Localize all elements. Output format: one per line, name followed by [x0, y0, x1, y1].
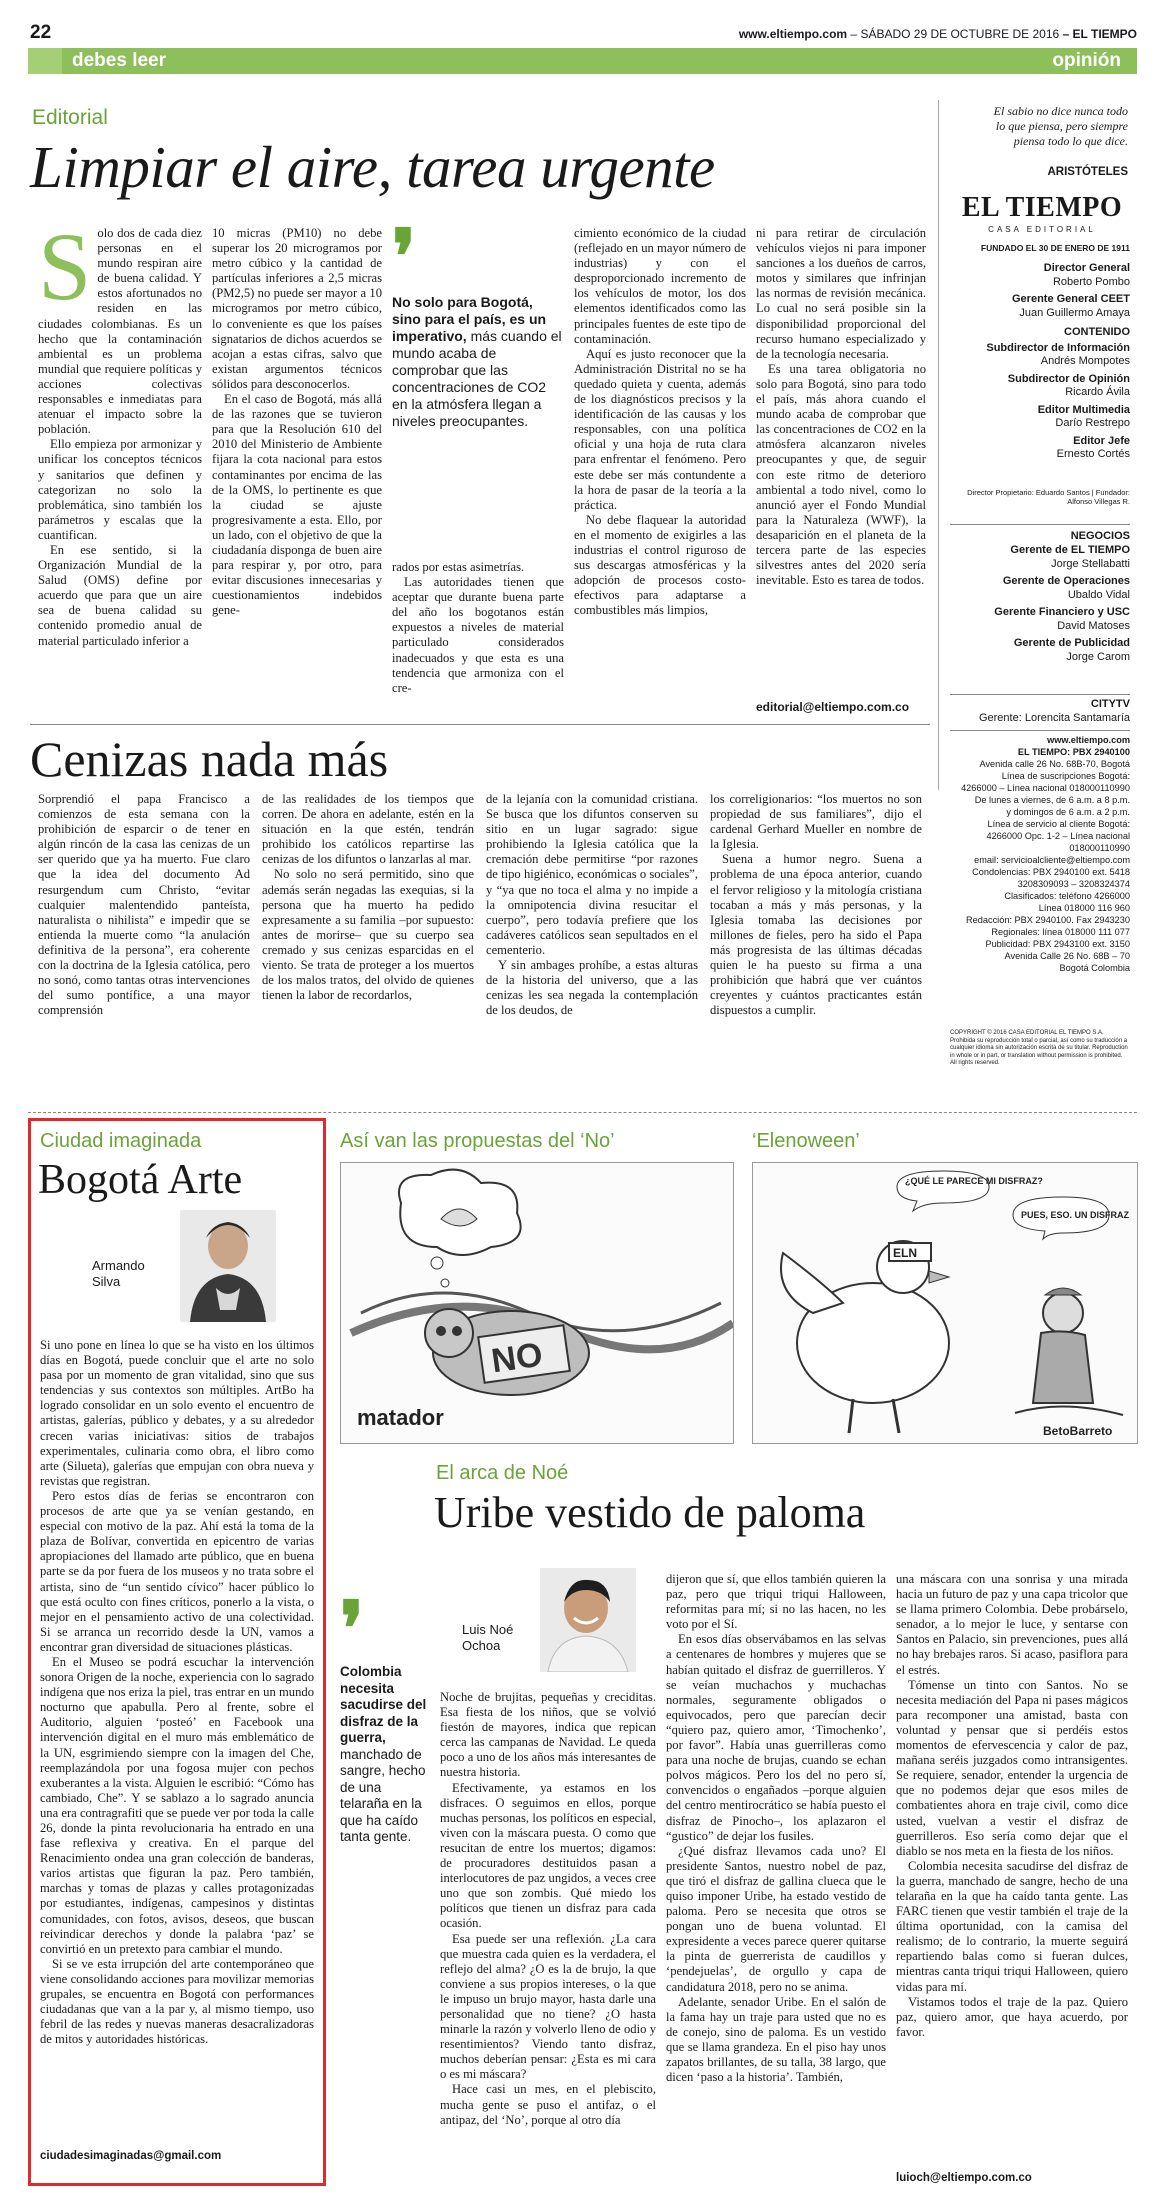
header-paper: EL TIEMPO [1072, 27, 1137, 41]
masthead-quote-author: ARISTÓTELES [1047, 166, 1128, 178]
editorial-pull-quote [392, 217, 564, 430]
section-tab-left: debes leer [72, 50, 166, 71]
masthead-owners: Director Propietario: Eduardo Santos | Fundador: Alfonso Villegas R. [967, 488, 1130, 506]
business-role-0: Gerente de EL TIEMPO [1010, 544, 1130, 556]
editorial-col-1-text: olo dos de cada diez personas en el mundo respiran aire de buena calidad. Y estos afortunados no residen en las ciudades colombianas. Es un hecho que la contaminación ambiental es un problema mundial que requiere políticas y acciones colectivas responsables e inmediatas para atenuar el impacto sobre la población. Ello empieza por armonizar y unificar los conceptos técnicos y sanitarios que definen y categorizan no solo la problemática, sino también los parámetros y escalas que la cuantifican. En ese sentido, si la Organización Mundial de la Salud (OMS) define por acuerdo que para que un aire sea de buena calidad su contenido promedio anual de material particulado inferior a [38, 226, 202, 648]
bogota-author-photo [180, 1210, 276, 1322]
uribe-author: Luis Noé Ochoa [462, 1622, 514, 1653]
editorial-col-4 [574, 226, 746, 718]
contact-line-1: EL TIEMPO: PBX 2940100 [1017, 747, 1130, 757]
uribe-pull-bold: Colombia necesita sacudirse del disfraz de la guerra, [340, 1664, 427, 1745]
editorial-col-2 [212, 226, 382, 718]
staff-name-0: Roberto Pombo [1052, 275, 1130, 288]
staff-role-1: Gerente General CEET [1012, 293, 1130, 305]
editorial-col-5 [756, 226, 926, 694]
cenizas-col-3 [486, 792, 698, 1102]
masthead-copyright: COPYRIGHT © 2016 CASA EDITORIAL EL TIEMPO S.A. Prohibida su reproducción total o parcial, así como su traducción a cualquier idioma sin autorización escrita de su titular. Reproduction in whole or in part, or translation without permission is prohibited. All rights reserved. [950, 1030, 1128, 1066]
contact-line-3: Línea de suscripciones Bogotá: [1001, 771, 1130, 781]
header-dateline: www.eltiempo.com – SÁBADO 29 DE OCTUBRE DE 2016 – EL TIEMPO [738, 27, 1137, 41]
cenizas-col-2 [262, 792, 474, 1102]
cartoon2-artist: BetoBarreto [1043, 1424, 1113, 1438]
contact-line-0: www.eltiempo.com [1047, 735, 1130, 745]
dove-cartoon-icon [753, 1163, 1137, 1443]
uribe-pull-quote [340, 1589, 428, 1846]
cartoon1-title: Así van las propuestas del ‘No’ [340, 1130, 615, 1152]
uribe-kicker: El arca de Noé [436, 1462, 569, 1484]
sloth-cartoon-icon [341, 1163, 733, 1443]
staff-role-3: Subdirector de Información [986, 341, 1130, 354]
contact-line-17: Avenida Calle 26 No. 68B – 70 [1004, 951, 1130, 961]
editorial-col-2-text: 10 micras (PM10) no debe superar los 20 microgramos por metro cúbico y la cantidad de partículas inferiores a 2,5 micras (PM2,5) no puede ser mayor a 10 microgramos por metro cúbico, lo conveniente es que los países signatarios de dichos acuerdos se acojan a estas cifras, salvo que existan argumentos técnicos sólidos para desconocerlos. En el caso de Bogotá, más allá de las razones que se tuvieron para que la Resolución 610 del 2010 del Ministerio de Ambiente fijara la cota nacional para estos contaminantes por encima de las de la OMS, lo pertinente es que la ciudad se ajuste progresivamente a esta. Ello, por un lado, con el objetivo de que la ciudadanía disponga de buen aire para respirar y, por otro, para evitar discusiones innecesarias y cuestionamientos indebidos gene- [212, 226, 382, 618]
uribe-author-photo [540, 1568, 636, 1672]
masthead-citytv-title: CITYTV [1090, 698, 1130, 710]
uribe-col-3-text: una máscara con una sonrisa y una mirada hacia un futuro de paz y una capa tricolor que se llama primero Colombia. Debe probárselo, senador, a lo mejor le luce, y sentarse con Santos en Palacio, sin prevenciones, pues allá no hay brebajes raros. Si acaso, pasiflora para el estrés. Tómense un tinto con Santos. No se necesita mediación del Papa ni pases mágicos para recomponer una amistad, basta con voluntad y pensar que si perdéis estos momentos de efervescencia y calor de paz, mañana seréis juzgados como intransigentes. Se requiere, senador, entender la urgencia de que no podemos dejar que esos miles de combatientes ahora en traje civil, como dice usted, vuelvan a vestir el disfraz de guerrilleros. Eso sería como dejar que el diablo se nos meta en la fiesta de los niños. Colombia necesita sacudirse del disfraz de la guerra, manchado de sangre, hecho de una telaraña en la que ha caído tanta gente. Las FARC tienen que vestir también el traje de la última oportunidad, con la camisa del realismo; de lo contrario, la muerte seguirá repartiendo balas como si fueran dulces, mientras canta triqui triqui Halloween, quiero vidas para mí. Vistamos todos el traje de la paz. Quiero paz, quiero amor, que haya acuerdo, por favor. [896, 1572, 1128, 2039]
staff-role-4: Subdirector de Opinión [1007, 372, 1130, 385]
cenizas-col-4-text: los correligionarios: “los muertos no son propiedad de sus familiares”, dijo el cardenal Gerhard Mueller en nombre de la Iglesia. Suena a humor negro. Suena a problema de una época anterior, cuando el fervor religioso y la mitología cristiana tocaban a más y más personas, y la Iglesia tomaba las decisiones por millones de fieles, pero ha sido el Papa más progresista de las últimas décadas quien le ha puesto su firma a una prohibición que habrá que ver cuántos creyentes y cuántos practicantes están dispuestos a cumplir. [710, 792, 922, 1018]
editorial-col-1 [38, 226, 202, 718]
header-band [28, 48, 1137, 74]
cartoon2-bubble1: ¿QUÉ LE PARECE MI DISFRAZ? [905, 1176, 1043, 1186]
editorial-pull-rest: más cuando el mundo acaba de comprobar que las concentraciones de CO2 en la atmósfera llegan a niveles preocupantes. [392, 328, 562, 429]
contact-line-13: Línea 018000 116 960 [1038, 903, 1130, 913]
staff-name-5: Darío Restrepo [1055, 417, 1130, 429]
contact-line-4: 4266000 – Línea nacional 018000110990 [961, 783, 1130, 793]
editorial-email[interactable]: editorial@eltiempo.com.co [756, 700, 910, 714]
cenizas-col-4 [710, 792, 922, 1102]
header-band-notch [28, 48, 62, 74]
masthead-staff [950, 262, 1130, 466]
masthead-quote: El sabio no dice nunca todo lo que piensa, pero siempre piensa todo lo que dice. [993, 104, 1128, 148]
bogota-author: Armando Silva [92, 1258, 145, 1289]
section-tab-right: opinión [1052, 50, 1121, 71]
staff-role-5: Editor Multimedia [1037, 403, 1130, 416]
uribe-col-3 [896, 1572, 1128, 2168]
cartoon2-title: ‘Elenoween’ [752, 1130, 860, 1152]
cenizas-col-3-text: de la lejanía con la comunidad cristiana. Se busca que los difuntos conserven su sitio en un lugar sagrado: sigue prohibiendo la Iglesia católica que la cremación debe permitirse “por razones de tipo higiénico, económicas o sociales”, y “ya que no toca el alma y no impide a la omnipotencia divina resucitar el cuerpo”, pero todavía prefiere que los cadáveres católicos sean sepultados en el cementerio. Y sin ambages prohíbe, a estas alturas de la historia del universo, que a las cenizas les sea negada la contemplación de los deudos, de [486, 792, 698, 1018]
cartoon2-bubble2: PUES, ESO. UN DISFRAZ [1021, 1210, 1130, 1220]
header-date: SÁBADO 29 DE OCTUBRE DE 2016 [860, 27, 1060, 41]
cartoon2-badge: ELN [893, 1246, 917, 1260]
cartoon1-sign: NO [489, 1335, 545, 1381]
editorial-col-3 [392, 560, 564, 718]
masthead-citytv: Gerente: Lorencita Santamaría [978, 712, 1130, 724]
bogota-title: Bogotá Arte [38, 1157, 243, 1203]
business-name-3: Jorge Carom [1066, 650, 1130, 663]
cartoon1-artist: matador [357, 1405, 444, 1430]
editorial-title: Limpiar el aire, tarea urgente [30, 134, 715, 200]
contact-line-11: 3208309093 – 3208324374 [1017, 879, 1130, 889]
business-role-2: Gerente Financiero y USC [994, 606, 1130, 618]
bogota-body-text: Si uno pone en línea lo que se ha visto en los últimos días en Bogotá, puede concluir que el arte no solo pasa por un momento de gran vitalidad, sino que sus tendencias y sus contextos son múltiples. ArtBo ha logrado consolidar en un solo evento el encuentro de artistas, galerías, público y debates, y a su alrededor crecen varias iniciativas: sitios de trabajos experimentales, culinaria como obra, el libro como arte (Silueta), galerías que empujan con obra nueva y revistas que registran. Pero estos días de ferias se encontraron con procesos de arte que ya se venían gestando, en especial con motivo de la paz. Ahí está la toma de la plaza de Bolívar, convertida en epicentro de varias apropiaciones del llamado arte público, que en buena parte se da por fuera de los museos y no trata sobre el artista, sino de “un sentido cívico” hacer público lo que está oculto con fines críticos, ponerlo a la vista, o mejor en el pensamiento activo de una colectividad. Si se arranca un recorrido desde la UN, vamos a encontrar gran diversidad de situaciones plásticas. En el Museo se podrá escuchar la intervención sonora Origen de la noche, experiencia con lo sagrado indígena que nos eriza la piel, tras entrar en un mundo nocturno que apabulla. Pero al frente, sobre el Auditorio, alguien ‘posteó’ en Facebook una intervención digital en el muro más emblemático de la UN, esgrimiendo siempre con la imagen del Che, reemplazándola por una fogosa mujer con pechos exuberantes a la vista. Alguien le escribió: “Cómo has cambiado, Che”. Y se sablazo a lo sagrado anuncia una era contragrafiti que se puede ver por toda la calle 26, donde la pinta revolucionaria ha entrado en una fase reflexiva y creativa. En el parque del Renacimiento ondea una gran colección de banderas, varios artistas que figuran la paz. Pero también, marchas y tomas de plazas y calles protagonizadas por estudiantes, indígenas, campesinos y distintas comunidades, con fotos, avisos, deseos, que buscan reivindicar derechos y donde la palabra ‘paz’ se convirtió en un pretexto para cambiar el mundo. Si se ve esta irrupción del arte contemporáneo que viene consolidando acciones para movilizar memorias grupales, se encuentra en Bogotá con performances ciudadanas que van a la par y, al mismo tiempo, uso febril de las redes y nuevas maneras desacralizadoras de mitos y autoridades históricas. [40, 1338, 314, 2047]
bogota-kicker: Ciudad imaginada [40, 1130, 202, 1152]
cenizas-col-2-text: de las realidades de los tiempos que corren. De ahora en adelante, estén en la situación en la que estén, tendrán prohibido los católicos repartirse las cenizas de los difuntos o lanzarlas al mar. No solo no será permitido, sino que además serán negadas las exequias, si la persona que ha muerto ha pedido expresamente a su familia –por supuesto: antes de morirse– que su cuerpo sea cremado y sus cenizas esparcidas en el viento. Se trata de proteger a los muertos de los malos tratos, del olvido de quienes tienen la labor de recordarlos, [262, 792, 474, 1003]
editorial-col-5-text: ni para retirar de circulación vehículos viejos ni para imponer sanciones a los dueños de carros, motos y similares que infrinjan las normas de revisión mecánica. Lo cual no será posible sin la disponibilidad proporcional del recurso humano especializado y de la tecnología necesaria. Es una tarea obligatoria no solo para Bogotá, sino para todo el país, más ahora cuando el mundo acaba de comprobar que las concentraciones de CO2 en la atmósfera alcanzaron niveles preocupantes y que, de seguir con este ritmo de deterioro ambiental a todo nivel, como lo anunció ayer el Fondo Mundial para la Naturaleza (WWF), la desaparición en el planeta de la tercera parte de las especies silvestres antes del 2020 sería inevitable. Esto es tarea de todos. [756, 226, 926, 588]
editorial-col-3-text: rados por estas asimetrías. Las autoridades tienen que aceptar que durante buena parte del año los bogotanos están expuestos a niveles de material particulado considerados inadecuados y que esta es una tendencia que armoniza con el cre- [392, 560, 564, 695]
section-divider [28, 1112, 1137, 1113]
staff-name-4: Ricardo Ávila [1065, 386, 1130, 398]
masthead-logo: EL TIEMPO [961, 192, 1123, 223]
staff-role-6: Editor Jefe [1073, 434, 1130, 447]
uribe-pull-rest: manchado de sangre, hecho de una telaraña en la que ha caído tanta gente. [340, 1746, 426, 1844]
staff-name-1: Juan Guillermo Amaya [1019, 306, 1130, 319]
uribe-col-2 [666, 1572, 886, 2186]
page-number: 22 [30, 22, 52, 43]
business-name-2: David Matoses [1057, 619, 1130, 632]
uribe-col-1-text: Noche de brujitas, pequeñas y creciditas. Esa fiesta de los niños, que se volvió fiestón de mayores, indica que repican cerca las campanas de Navidad. Le queda poco a uno de los años más interesantes de nuestra historia. Efectivamente, ya estamos en los disfraces. O seguimos en ellos, porque muchas personas, los políticos en especial, viven con la máscara puesta. O como que resucitan de entre los muertos; digamos: de procuradores destituidos pasan a interlocutores de paz ungidos, a veces cree uno que son zombis. Qué miedo los políticos que tienen un disfraz para cada ocasión. Esa puede ser una reflexión. ¿La cara que muestra cada quien es la verdadera, el reflejo del alma? ¿O es la de brujo, la que conviene a sus propios intereses, o la que le impuso un brujo mayor, hasta darle una personalidad que no tiene? ¿O hasta minarle la razón y volverlo lleno de odio y resentimientos? Viendo tanto disfraz, muchos deberían pensar: ¿Esta es mi cara o es mi máscara? Hace casi un mes, en el plebiscito, mucha gente se puso el antifaz, o el antipaz, del ‘No’, porque al otro día [440, 1690, 656, 2127]
uribe-col-1 [440, 1690, 656, 2186]
contact-line-9: email: servicioalcliente@eltiempo.com [974, 855, 1130, 865]
header-site[interactable]: www.eltiempo.com [738, 27, 848, 41]
masthead-logo-sub: CASA EDITORIAL [988, 225, 1096, 234]
editorial-pull-bold: No solo para Bogotá, sino para el país, es un imperativo, [392, 294, 547, 344]
cenizas-col-1-text: Sorprendió el papa Francisco a comienzos de esta semana con la prohibición de esparcir o de tener en algún rincón de la casa las cenizas de un ser querido que ya ha muerto. Fue claro que la idea del documento Ad resurgendum cum Christo, “evitar cualquier malentendido panteísta, naturalista o nihilista” e impedir que se entienda la muerte como “la anulación definitiva de la persona”, era coherente con la doctrina de la Iglesia católica, pero no sonó, como tantas otras intervenciones del sumo pontífice, a una mayor comprensión [38, 792, 250, 1018]
cenizas-title: Cenizas nada más [30, 731, 389, 787]
masthead-business [950, 544, 1130, 668]
editorial-kicker: Editorial [32, 106, 108, 129]
editorial-dropcap: S [38, 226, 92, 320]
editorial-col-4-text: cimiento económico de la ciudad (reflejado en un mayor número de industrias) y con el desproporcionado incremento de los vehículos de motor, los dos elementos identificados como las principales fuentes de este tipo de contaminación. Aquí es justo reconocer que la Administración Distrital no se ha quedado quieta y cuenta, además de los diagnósticos precisos y la identificación de las causas y los responsables, con una política oficial y una hoja de ruta clara para enfrentar el fenómeno. Pero este debe ser más contundente a la hora de pasar de la teoría a la práctica. No debe flaquear la autoridad en el momento de exigirles a las industrias el control riguroso de sus descargas atmosféricas y la adopción de procesos costo-efectivos para adaptarse a combustibles más limpios, [574, 226, 746, 618]
uribe-col-2-text: dijeron que sí, que ellos también quieren la paz, pero que triqui triqui Halloween, reformitas para mí; si no las hacen, no les voto por el Sí. En esos días observábamos en las selvas a centenares de hombres y mujeres que se habían quitado el disfraz de guerrilleros. Y se veían muchachos y muchachas normales, seguramente obligados o equivocados, pero que parecían decir “quiero paz, quiero amor, ‘Timochenko’, por favor”. Había unas guerrilleras como para una noche de brujas, cuando se echan polvos mágicos. Pero los del no pero sí, convencidos o engañados –porque alguien del centro mentirocrático se había puesto el disfraz de Pinocho–, los aplazaron el “gustico” de dejar los fusiles. ¿Qué disfraz llevamos cada uno? El presidente Santos, nuestro nobel de paz, que tiró el disfraz de gallina clueca que le quiso imponer Uribe, ha estado vestido de paloma. Pero se necesita que otros se pongan uno de buena voluntad. El expresidente a veces parece querer quitarse la pinta de guerrerista de caudillos y ‘pendejuelas’, de orgullo y capa de candidatura 2018, pero no se anima. Adelante, senador Uribe. En el salón de la fama hay un traje para usted que no es de conejo, sino de paloma. Es un vestido que se llama grandeza. En el piso hay unos zapatos brillantes, de su talla, 38 largo, que dicen ‘paso a la historia’. También, [666, 1572, 886, 2085]
masthead-contact [950, 734, 1130, 974]
bogota-body [40, 1338, 314, 2140]
bogota-email[interactable]: ciudadesimaginadas@gmail.com [40, 2150, 222, 2162]
staff-name-6: Ernesto Cortés [1056, 448, 1130, 460]
cartoon2-drawing [752, 1162, 1138, 1444]
contact-line-8: 4266000 Opc. 1-2 – Línea nacional 018000110990 [986, 831, 1130, 853]
business-role-1: Gerente de Operaciones [1002, 575, 1130, 587]
contact-line-2: Avenida calle 26 No. 68B-70, Bogotá [979, 759, 1130, 769]
contact-line-12: Clasificados: teléfono 4266000 [1004, 891, 1130, 901]
uribe-email[interactable]: luioch@eltiempo.com.co [896, 2172, 1032, 2184]
staff-name-3: Andrés Mompotes [1040, 355, 1130, 367]
cartoon1-drawing [340, 1162, 734, 1444]
quote-mark-icon: ❜ [392, 217, 416, 299]
quote-mark-icon-2: ❜ [340, 1589, 364, 1671]
contact-line-18: Bogotá Colombia [1059, 963, 1130, 973]
staff-role-2: CONTENIDO [1064, 326, 1130, 338]
business-role-3: Gerente de Publicidad [1013, 637, 1130, 649]
contact-line-10: Condolencias: PBX 2940100 ext. 5418 [972, 867, 1130, 877]
uribe-title: Uribe vestido de paloma [434, 1488, 866, 1537]
contact-line-6: y domingos de 6 a.m. a 2 p.m. [1006, 807, 1130, 817]
business-name-1: Ubaldo Vidal [1067, 588, 1130, 601]
contact-line-15: Regionales: línea 018000 111 077 [991, 927, 1130, 937]
contact-line-14: Redacción: PBX 2940100. Fax 2943230 [966, 915, 1130, 925]
masthead-founded: FUNDADO EL 30 DE ENERO DE 1911 [980, 243, 1130, 253]
contact-line-5: De lunes a viernes, de 6 a.m. a 8 p.m. [974, 795, 1130, 805]
contact-line-7: Línea de servicio al cliente Bogotá: [987, 819, 1130, 829]
business-name-0: Jorge Stellabatti [1051, 557, 1130, 570]
staff-role-0: Director General [1043, 262, 1130, 274]
contact-line-16: Publicidad: PBX 2943100 ext. 3150 [985, 939, 1130, 949]
masthead-business-title: NEGOCIOS [1070, 530, 1130, 542]
cenizas-col-1 [38, 792, 250, 1102]
